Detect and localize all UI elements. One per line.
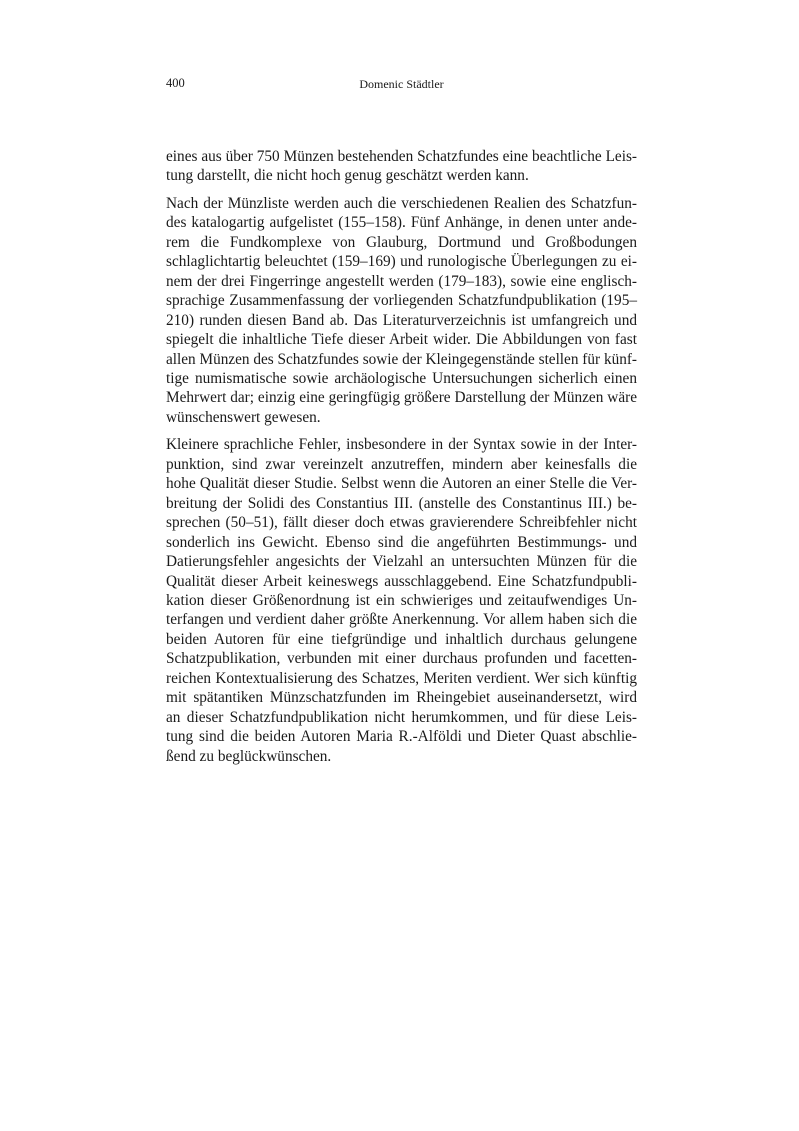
paragraph [166, 147, 637, 186]
text-line: sprachige Zusammenfassung der vorliegenden Schatzfundpublikation (195– [166, 292, 637, 310]
text-line: eines aus über 750 Münzen bestehenden Schatzfundes eine beachtliche Leis- [166, 148, 637, 165]
text-line: ßend zu beglückwünschen. [166, 747, 332, 765]
text-line: 210) runden diesen Band ab. Das Literaturverzeichnis ist umfangreich und [166, 311, 637, 329]
paragraph [166, 435, 637, 766]
text-line: kation dieser Größenordnung ist ein schwieriges und zeitaufwendiges Un- [166, 591, 637, 609]
body-text [166, 147, 637, 774]
text-line: reichen Kontextualisierung des Schatzes, Meriten verdient. Wer sich künftig [166, 669, 637, 687]
text-line: tige numismatische sowie archäologische Untersuchungen sicherlich einen [166, 369, 637, 387]
text-line: Nach der Münzliste werden auch die verschiedenen Realien des Schatzfun- [166, 194, 637, 212]
text-line: breitung der Solidi des Constantius III. (anstelle des Constantinus III.) be- [166, 494, 637, 512]
text-line: terfangen und verdient daher größte Anerkennung. Vor allem haben sich die [166, 611, 637, 629]
text-line: punktion, sind zwar vereinzelt anzutreffen, mindern aber keinesfalls die [166, 455, 637, 473]
text-line: allen Münzen des Schatzfundes sowie der Kleingegenstände stellen für künf- [166, 350, 637, 368]
text-line: Kleinere sprachliche Fehler, insbesondere in der Syntax sowie in der Inter- [166, 436, 637, 454]
text-line: hohe Qualität dieser Studie. Selbst wenn die Autoren an einer Stelle die Ver- [166, 475, 637, 493]
text-line: rem die Fundkomplexe von Glauburg, Dortmund und Großbodungen [166, 233, 637, 251]
text-line: schlaglichtartig beleuchtet (159–169) und runologische Überlegungen zu ei- [166, 253, 637, 271]
text-line: sprechen (50–51), fällt dieser doch etwas gravierendere Schreibfehler nicht [166, 514, 637, 532]
paragraph [166, 194, 637, 427]
running-head [166, 76, 637, 94]
text-line: an dieser Schatzfundpublikation nicht herumkommen, und für diese Leis- [166, 708, 637, 726]
page-number: 400 [166, 76, 185, 90]
text-line: tung darstellt, die nicht hoch genug geschätzt werden kann. [166, 167, 529, 185]
text-line: Datierungsfehler angesichts der Vielzahl an untersuchten Münzen für die [166, 553, 637, 571]
running-head-author: Domenic Städtler [359, 77, 444, 91]
text-line: spiegelt die inhaltliche Tiefe dieser Arbeit wider. Die Abbildungen von fast [166, 331, 637, 349]
text-line: Qualität dieser Arbeit keineswegs ausschlaggebend. Eine Schatzfundpubli- [166, 572, 637, 590]
text-line: des katalogartig aufgelistet (155–158). Fünf Anhänge, in denen unter ande- [166, 214, 637, 232]
text-line: Mehrwert dar; einzig eine geringfügig größere Darstellung der Münzen wäre [166, 389, 637, 407]
text-line: wünschenswert gewesen. [166, 408, 321, 426]
text-line: tung sind die beiden Autoren Maria R.-Alföldi und Dieter Quast abschlie- [166, 728, 637, 746]
text-line: Schatzpublikation, verbunden mit einer durchaus profunden und facetten- [166, 650, 637, 668]
text-line: mit spätantiken Münzschatzfunden im Rheingebiet auseinandersetzt, wird [166, 689, 637, 707]
text-line: nem der drei Fingerringe angestellt werden (179–183), sowie eine englisch- [166, 272, 637, 290]
text-line: beiden Autoren für eine tiefgründige und inhaltlich durchaus gelungene [166, 630, 637, 648]
text-line: sonderlich ins Gewicht. Ebenso sind die angeführten Bestimmungs- und [166, 533, 637, 551]
